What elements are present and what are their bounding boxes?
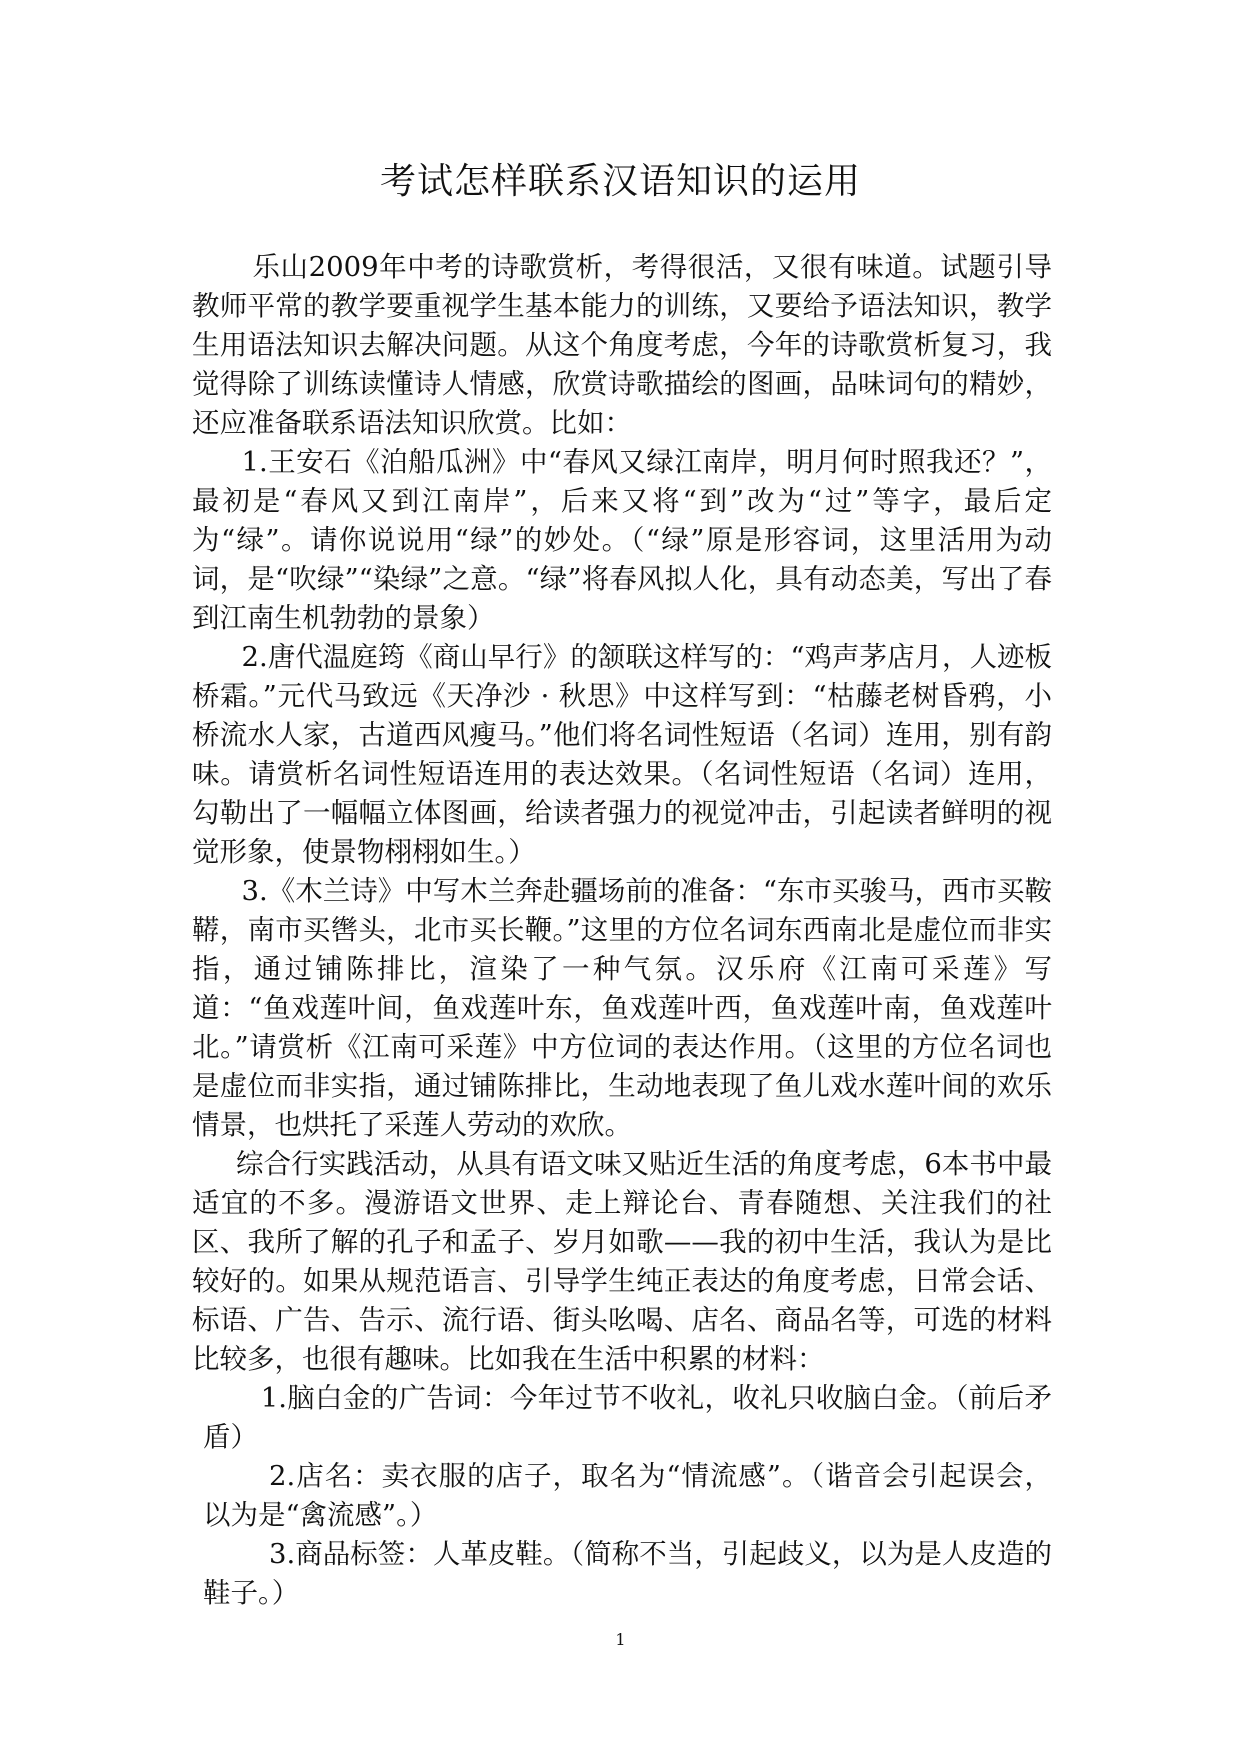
document-title: 考试怎样联系汉语知识的运用 <box>379 161 861 202</box>
paragraph-material-1: 1.脑白金的广告词：今年过节不收礼，收礼只收脑白金。（前后矛盾） <box>203 1382 1052 1453</box>
paragraph-example-2: 2.唐代温庭筠《商山早行》的颔联这样写的：“鸡声茅店月，人迹板桥霜。”元代马致远《天净沙 · 秋思》中这样写到：“枯藤老树昏鸦，小桥流水人家，古道西风瘦马。”他们将名词性短语（名词）连用，别有韵味。请赏析名词性短语连用的表达效果。（名词性短语（名词）连用，勾勒出了一幅幅立体图画，给读者强力的视觉冲击，引起读者鲜明的视觉形象，使景物栩栩如生。） <box>192 641 1052 868</box>
paragraph-material-2: 2.店名：卖衣服的店子，取名为“情流感”。（谐音会引起误会，以为是“禽流感”。） <box>203 1460 1052 1531</box>
document-body <box>192 248 1052 1613</box>
paragraph-practice: 综合行实践活动，从具有语文味又贴近生活的角度考虑，6本书中最适宜的不多。漫游语文世界、走上辩论台、青春随想、关注我们的社区、我所了解的孔子和孟子、岁月如歌——我的初中生活，我认为是比较好的。如果从规范语言、引导学生纯正表达的角度考虑，日常会话、标语、广告、告示、流行语、街头吆喝、店名、商品名等，可选的材料比较多，也很有趣味。比如我在生活中积累的材料： <box>192 1148 1052 1375</box>
page-number: 1 <box>615 1630 626 1649</box>
paragraph-example-1: 1.王安石《泊船瓜洲》中“春风又绿江南岸，明月何时照我还？”，最初是“春风又到江南岸”，后来又将“到”改为“过”等字，最后定为“绿”。请你说说用“绿”的妙处。（“绿”原是形容词，这里活用为动词，是“吹绿”“染绿”之意。“绿”将春风拟人化，具有动态美，写出了春到江南生机勃勃的景象） <box>192 446 1052 634</box>
paragraph-example-3: 3.《木兰诗》中写木兰奔赴疆场前的准备：“东市买骏马，西市买鞍鞯，南市买辔头，北市买长鞭。”这里的方位名词东西南北是虚位而非实指，通过铺陈排比，渲染了一种气氛。汉乐府《江南可采莲》写道：“鱼戏莲叶间，鱼戏莲叶东，鱼戏莲叶西，鱼戏莲叶南，鱼戏莲叶北。”请赏析《江南可采莲》中方位词的表达作用。（这里的方位名词也是虚位而非实指，通过铺陈排比，生动地表现了鱼儿戏水莲叶间的欢乐情景，也烘托了采莲人劳动的欢欣。 <box>192 875 1052 1141</box>
paragraph-material-3: 3.商品标签：人革皮鞋。（简称不当，引起歧义，以为是人皮造的鞋子。） <box>203 1538 1052 1609</box>
paragraph-intro: 乐山2009年中考的诗歌赏析，考得很活，又很有味道。试题引导教师平常的教学要重视学生基本能力的训练，又要给予语法知识，教学生用语法知识去解决问题。从这个角度考虑，今年的诗歌赏析复习，我觉得除了训练读懂诗人情感，欣赏诗歌描绘的图画，品味词句的精妙，还应准备联系语法知识欣赏。比如： <box>192 251 1052 439</box>
